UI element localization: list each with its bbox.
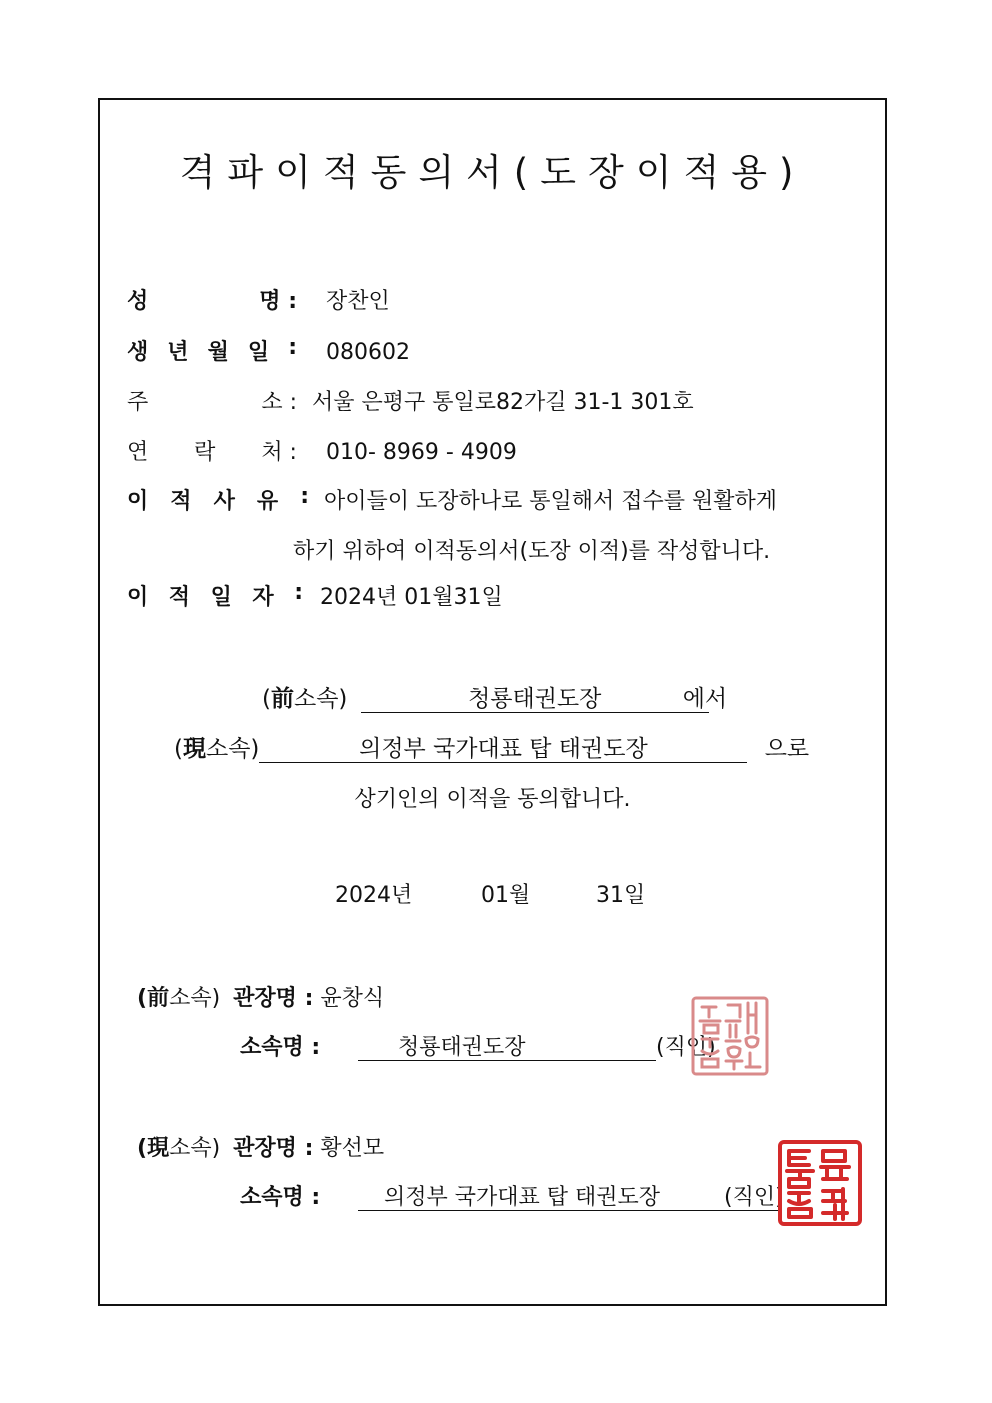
curr-seal-mark: (직인) — [724, 1185, 784, 1210]
prev-dojang-label: 소속명 : — [240, 1035, 321, 1060]
prev-affiliation-line — [262, 680, 727, 713]
prev-director-name: 윤창식 — [320, 986, 385, 1011]
curr-dojang-seal — [777, 1139, 863, 1231]
birth-value: 080602 — [326, 340, 410, 365]
transfer-date-label: 이 적 일 자 : — [127, 580, 303, 610]
curr-dojang-name: 의정부 국가대표 탑 태권도장 — [259, 736, 747, 763]
address-value: 서울 은평구 통일로82가길 31-1 301호 — [312, 390, 694, 415]
transfer-date-value: 2024년 01월31일 — [320, 585, 503, 610]
curr-sign-tag: (現소속) — [137, 1136, 221, 1161]
reason-label: 이 적 사 유 : — [127, 484, 309, 514]
curr-affiliation-line — [174, 730, 809, 763]
name-row — [127, 284, 390, 315]
document-title: 격파이적동의서(도장이적용) — [179, 151, 806, 194]
address-row — [127, 385, 694, 416]
contact-label: 연 락 처 : — [127, 440, 297, 465]
name-value: 장찬인 — [326, 289, 390, 314]
curr-director-row — [137, 1131, 384, 1162]
prev-dojang-row — [240, 1030, 716, 1061]
prev-tail: 에서 — [682, 686, 728, 712]
reason-row — [127, 484, 777, 515]
prev-dojang-seal — [690, 995, 770, 1081]
curr-tail: 으로 — [764, 736, 810, 762]
curr-seal-stamp-icon — [777, 1139, 863, 1227]
curr-director-label: 관장명 : — [233, 1136, 314, 1161]
sign-day: 31일 — [596, 883, 646, 908]
sign-month: 01월 — [481, 883, 531, 908]
prev-director-row — [137, 981, 384, 1012]
reason-value-line1: 아이들이 도장하나로 통일해서 접수를 원활하게 — [324, 489, 778, 514]
curr-dojang-row — [240, 1180, 784, 1211]
prev-dojang-name: 청룡태권도장 — [361, 686, 709, 713]
sign-year: 2024년 — [335, 883, 413, 908]
consent-sentence: 상기인의 이적을 동의합니다. — [354, 787, 631, 812]
prev-dojang-sign-name: 청룡태권도장 — [358, 1035, 656, 1061]
prev-seal-mark: (직인) — [656, 1035, 716, 1060]
transfer-date-row — [127, 580, 503, 611]
birth-row — [127, 335, 410, 366]
curr-affiliation-tag: (現소속) — [174, 736, 260, 762]
curr-dojang-sign-name: 의정부 국가대표 탑 태권도장 — [358, 1185, 782, 1211]
prev-affiliation-tag: (前소속) — [262, 686, 348, 712]
curr-director-name: 황선모 — [320, 1136, 385, 1161]
contact-value: 010- 8969 - 4909 — [326, 440, 517, 465]
prev-director-label: 관장명 : — [233, 986, 314, 1011]
contact-row — [127, 435, 517, 466]
name-label: 성 명 : — [127, 289, 297, 314]
prev-seal-stamp-icon — [690, 995, 770, 1077]
curr-dojang-label: 소속명 : — [240, 1185, 321, 1210]
prev-sign-tag: (前소속) — [137, 986, 221, 1011]
birth-label: 생 년 월 일 : — [127, 335, 297, 365]
address-label: 주 소 : — [127, 390, 297, 415]
reason-line2: 하기 위하여 이적동의서(도장 이적)를 작성합니다. — [293, 539, 771, 564]
